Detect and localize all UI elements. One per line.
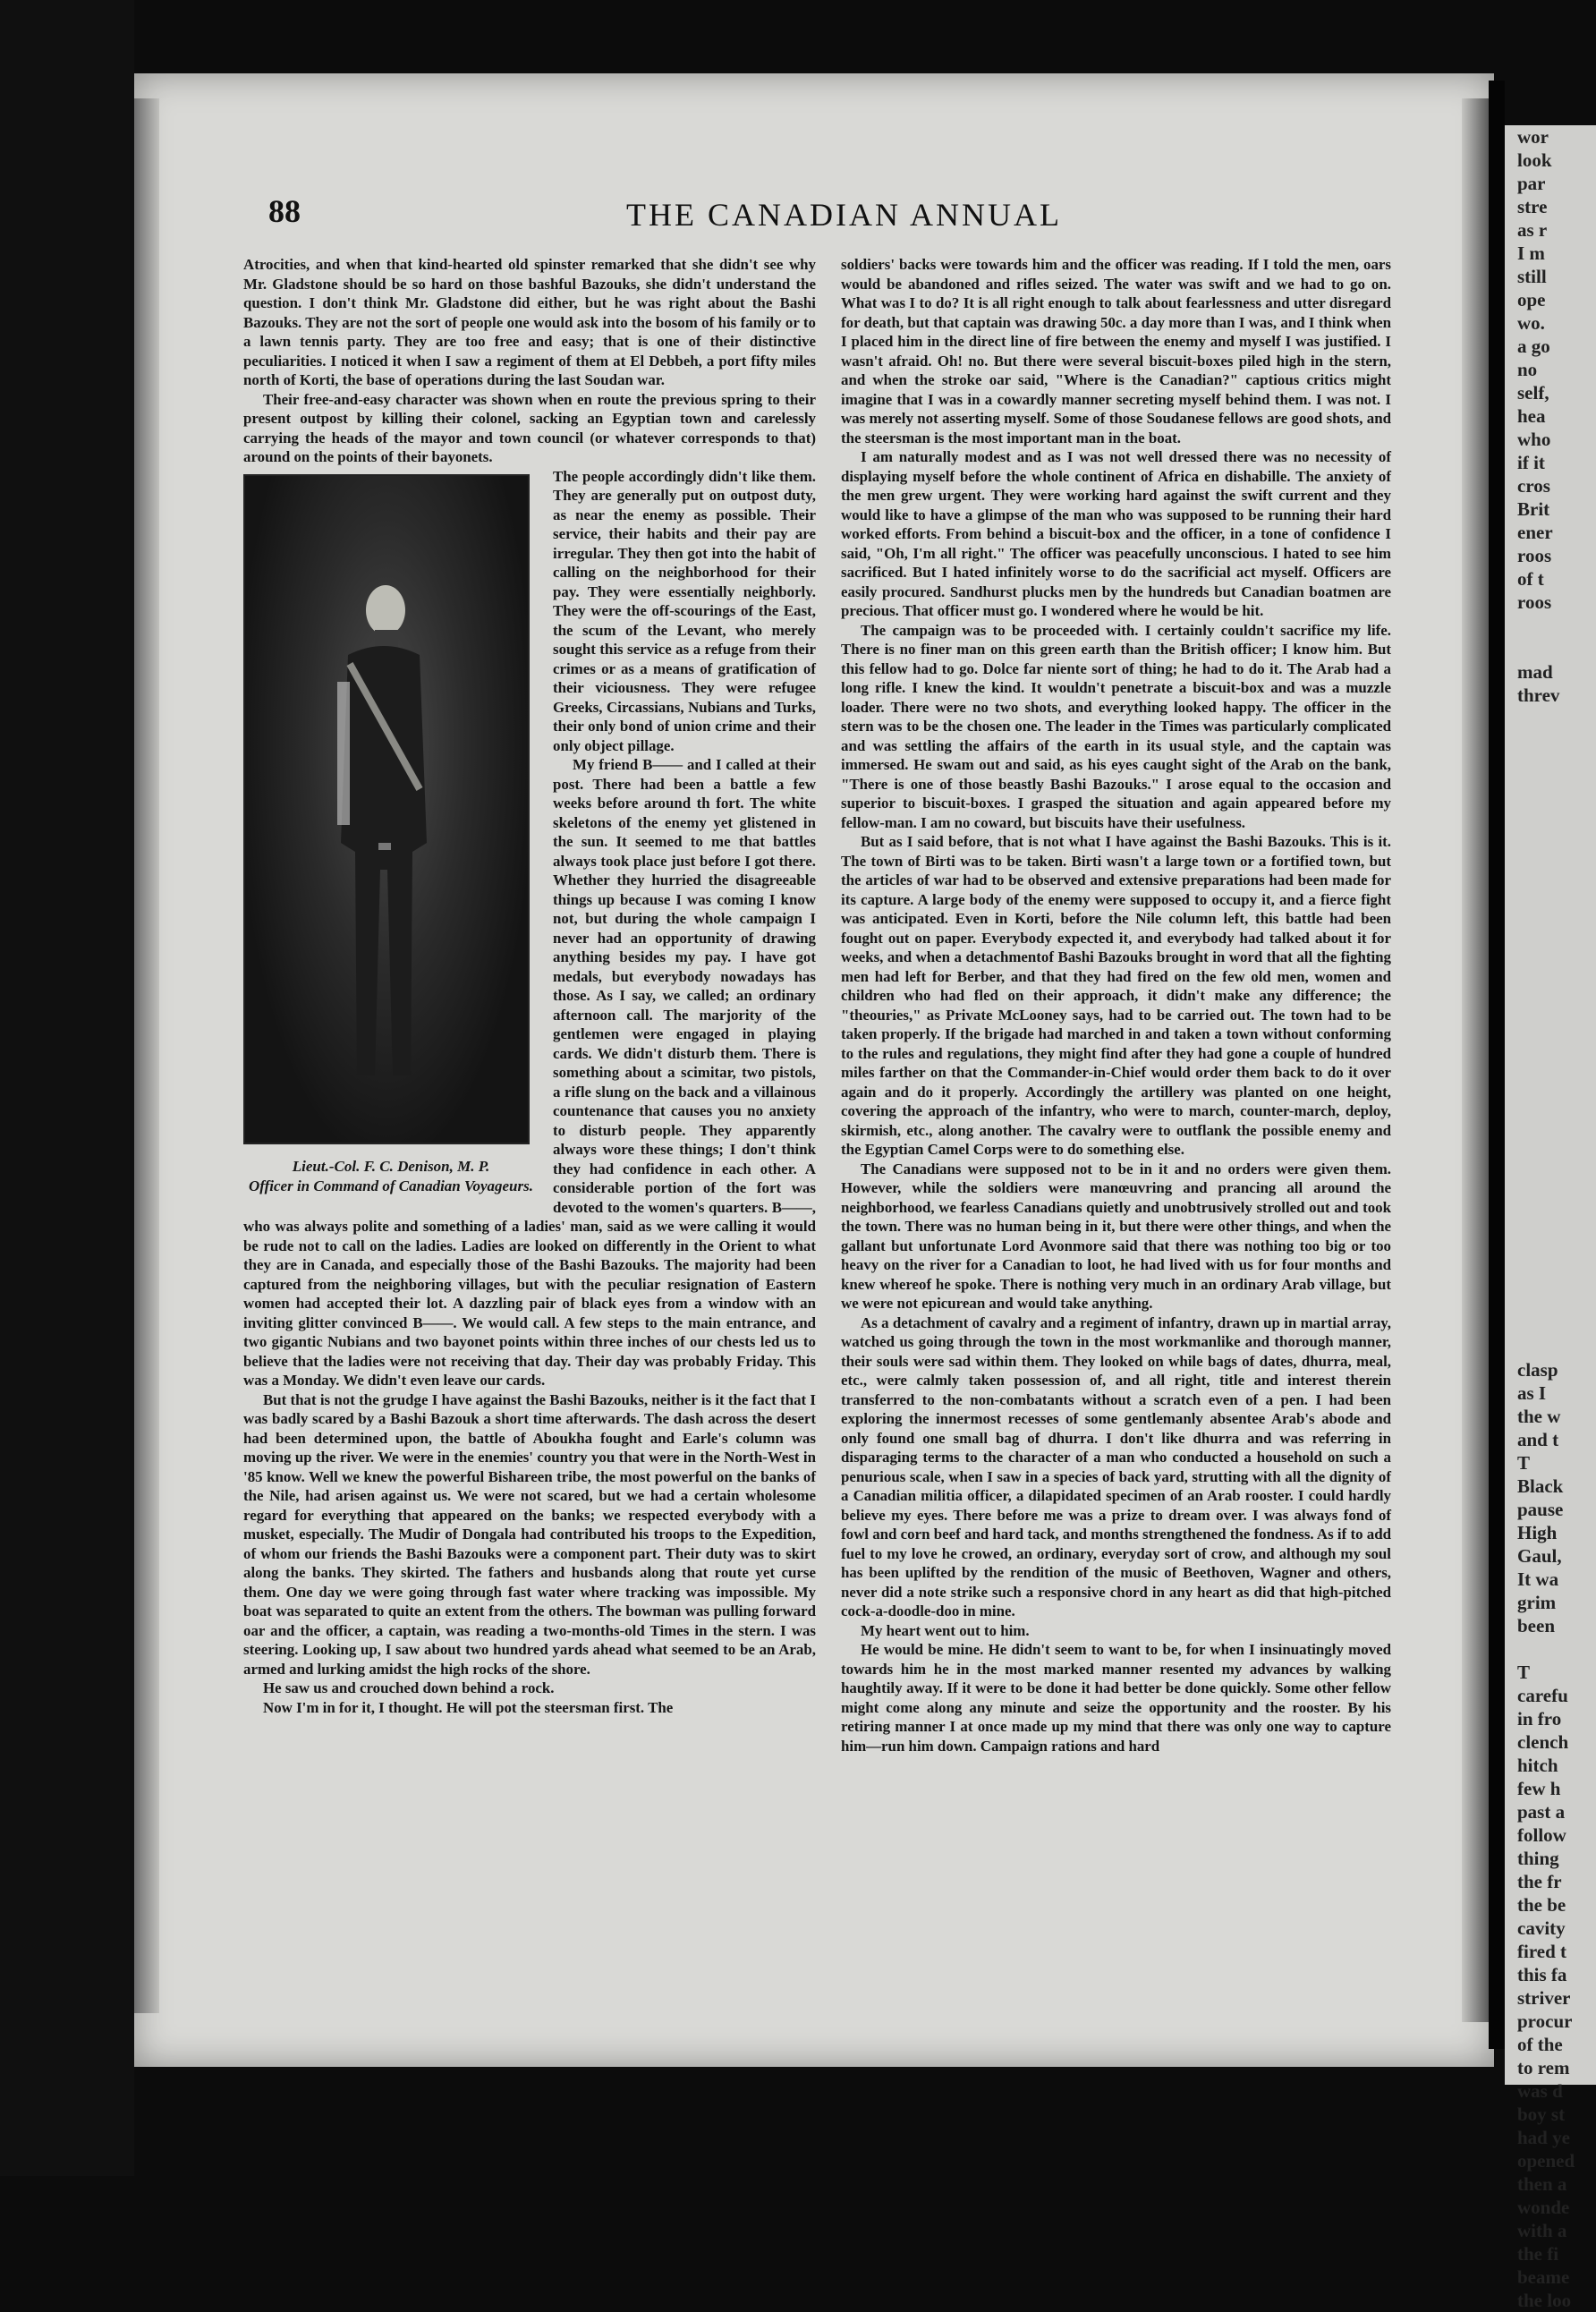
adjacent-page-line (1505, 614, 1596, 637)
adjacent-page-line (1505, 1009, 1596, 1033)
adjacent-page-line: been (1517, 1615, 1555, 1636)
adjacent-page-line (1505, 1033, 1596, 1056)
adjacent-page-line: roos (1517, 591, 1552, 613)
adjacent-page-line: no (1517, 359, 1538, 380)
adjacent-page-line: if it (1517, 452, 1545, 473)
adjacent-page-line: par (1517, 173, 1546, 194)
adjacent-page-line: fired t (1517, 1941, 1567, 1962)
portrait-caption (243, 1157, 539, 1196)
adjacent-page-line: beame (1517, 2266, 1570, 2288)
adjacent-page-line (1505, 1242, 1596, 1265)
page-header (268, 192, 1396, 246)
adjacent-page-line: wor (1517, 126, 1549, 148)
portrait-photo (243, 474, 530, 1144)
adjacent-page-line (1505, 800, 1596, 823)
adjacent-page-line: the fi (1517, 2243, 1559, 2265)
adjacent-page-line: clench (1517, 1731, 1569, 1753)
adjacent-page-line: a go (1517, 336, 1550, 357)
adjacent-page-line: the fr (1517, 1871, 1562, 1892)
portrait-figure (243, 474, 539, 1196)
adjacent-page-line (1505, 1312, 1596, 1335)
adjacent-page-line: ope (1517, 289, 1546, 310)
officer-silhouette (330, 574, 437, 1111)
adjacent-page-line (1505, 1637, 1596, 1661)
paragraph: He would be mine. He didn't seem to want to be, for when I insinuatingly moved towards him he in the most marked manner resented my advances by walking haughtily away. If it were to be done it had better be done quickly. Some other fellow might come along any minute and seize the opportunity and the rooster. By his retiring manner I at once made up my mind that there was only one way to capture him—run him down. Campaign rations and hard (841, 1641, 1391, 1755)
adjacent-page-line: the be (1517, 1894, 1566, 1916)
paragraph: soldiers' backs were towards him and the officer was reading. If I told the men, oars would be abandoned and rifles seized. The water was swift and we had to go on. What was I to do? It is all right enough to talk about fearlessness and utter disregard for death, but that captain was drawing 50c. a day more than I was, and I think when I placed him in the direct line of fire between the enemy and myself I was justified. I wasn't afraid. Oh! no. But there were several biscuit-boxes piled high in the stern, and when the stroke oar said, "Where is the Canadian?" captious critics might imagine that I was in a cowardly manner secreting myself behind them. I was not. I was merely not asserting myself. Some of those Soudanese fellows are good shots, and the steersman is the most important man in the boat. (841, 256, 1391, 446)
adjacent-page-line (1505, 1149, 1596, 1172)
adjacent-page-line (1505, 1172, 1596, 1195)
adjacent-page-line (1505, 1195, 1596, 1219)
adjacent-page-line: mad (1517, 661, 1553, 683)
adjacent-page-line (1505, 963, 1596, 986)
paragraph: The campaign was to be proceeded with. I certainly couldn't sacrifice my life. There is no finer man on this green earth than the British officer; I know him. But this fellow had to go. Dolce far niente sort of thing; he had to do it. The Arab had a long rifle. I knew the kind. It wouldn't penetrate a biscuit-box and was a muzzle loader. There were no two shots, and everything looked happy. The officer in the stern was to be the chosen one. The leader in the Times was particularly complicated and was settling the affairs of the earth in its usual style, and the captain was immersed. He swam out and said, as his eyes caught sight of the Arab on the bank, "There is one of those beastly Bashi Bazouks." I arose equal to the occasion and superior to biscuit-boxes. I grasped the situation and again appeared before my fellow-man. I am no coward, but biscuits have their usefulness. (841, 621, 1391, 831)
page-gutter (1489, 81, 1505, 2049)
adjacent-page-fragment (1505, 125, 1596, 2311)
adjacent-page-line: grim (1517, 1592, 1557, 1613)
adjacent-page-line: T (1517, 1452, 1531, 1474)
paragraph: Their free-and-easy character was shown when en route the previous spring to their present outpost by killing their colonel, sacking an Egyptian town and carelessly carrying the heads of the mayor and town council (or whatever corresponds to that) around on the points of their bayonets. (243, 390, 816, 465)
adjacent-page-line: cros (1517, 475, 1550, 497)
adjacent-page-line: to rem (1517, 2057, 1570, 2078)
adjacent-page-line (1505, 939, 1596, 963)
adjacent-page-line: ener (1517, 522, 1553, 543)
adjacent-page-line: of the (1517, 2034, 1563, 2055)
adjacent-page-line: cavity (1517, 1917, 1566, 1939)
adjacent-page-line: procur (1517, 2010, 1573, 2032)
adjacent-page-line: the loo (1517, 2290, 1572, 2311)
adjacent-page-line: past a (1517, 1801, 1566, 1823)
adjacent-page-line (1505, 1288, 1596, 1312)
right-column (841, 255, 1391, 1755)
paragraph: Now I'm in for it, I thought. He will pot the steersman first. The (263, 1698, 674, 1716)
adjacent-page-line (1505, 1102, 1596, 1126)
adjacent-page-line (1505, 986, 1596, 1009)
adjacent-page-line: wonde (1517, 2197, 1570, 2218)
adjacent-page-line: Gaul, (1517, 1545, 1562, 1567)
adjacent-page-line: as I (1517, 1382, 1547, 1404)
adjacent-page-line (1505, 846, 1596, 870)
adjacent-page-line: few h (1517, 1778, 1561, 1799)
adjacent-page-line: I m (1517, 242, 1545, 264)
adjacent-page-line: self, (1517, 382, 1549, 404)
paragraph: My heart went out to him. (861, 1621, 1030, 1639)
adjacent-page-line (1505, 1126, 1596, 1149)
adjacent-page-line: It wa (1517, 1568, 1559, 1590)
adjacent-page-line: who (1517, 429, 1551, 450)
adjacent-page-line: threv (1517, 684, 1560, 706)
paragraph: He saw us and crouched down behind a rock. (263, 1679, 555, 1696)
paragraph: But that is not the grudge I have against the Bashi Bazouks, neither is it the fact that I was badly scared by a Bashi Bazouk a short time afterwards. The dash across the desert had been determined upon, the battle of Aboukha fought and Earle's column was moving up the river. We were in the enemies' country you that were in the North-West in '85 know. Well we knew the powerful Bishareen tribe, the most powerful on the banks of the Nile, had arisen against us. We were not scared, but we had a certain wholesome regard for everything that appeared on the banks; we respected everybody with a musket, especially. The Mudir of Dongala had contributed his troops to the Expedition, of whom our friends the Bashi Bazouks were a component part. Their duty was to skirt along the banks. They skirted. The fathers and husbands along that route yet curse them. One day we were going through fast water where tracking was impossible. My boat was separated to quite an extent from the others. The bowman was pulling forward oar and the officer, a captain, was reading a two-months-old Times in the stern. I was steering. Looking up, I saw about two hundred yards ahead what seemed to be an Arab, armed and lurking amidst the high rocks of the shore. (243, 1390, 816, 1678)
adjacent-page-line: with a (1517, 2220, 1567, 2241)
adjacent-page-line: pause (1517, 1499, 1564, 1520)
adjacent-page-line: wo. (1517, 312, 1545, 334)
adjacent-page-line (1505, 1219, 1596, 1242)
adjacent-page-line (1505, 730, 1596, 753)
page-curl-shadow (1462, 98, 1489, 2022)
page-binding-shadow (134, 98, 159, 2013)
adjacent-page-line: carefu (1517, 1685, 1568, 1706)
adjacent-page-line (1505, 1265, 1596, 1288)
adjacent-page-line: T (1517, 1662, 1531, 1683)
paragraph: As a detachment of cavalry and a regiment of infantry, drawn up in martial array, watched us going through the town in the most workmanlike and thorough manner, their souls were sad within them. They looked on while bags of dates, dhurra, meal, etc., were calmly taken possession of, and all right, title and interest therein transferred to the non-combatants without a scratch even of a pen. I had been exploring the innermost recesses of some gentlemanly absentee Arab's abode and only found one small bag of dhurra. I don't like dhurra and was referring in disparaging terms to the character of a man who conducted a household on such a penurious scale, when I saw in a species of back yard, strutting with all the dignity of a Canadian militia officer, a dilapidated specimen of an Arab rooster. I could hardly believe my eyes. There before me was a prize to dream over. I was always fond of fowl and corn beef and hard tack, and months strengthened the fondness. As if to add fuel to my love he crowed, an ordinary, everyday sort of crow, and although my soul has been uplifted by the rendition of the music of Beethoven, Wagner and others, never did a note strike such a responsive chord in any heart as did that high-pitched cock-a-doodle-doo in mine. (841, 1313, 1391, 1619)
adjacent-page-line: was d (1517, 2080, 1563, 2102)
adjacent-page-line: as r (1517, 219, 1548, 241)
adjacent-page-line: thing (1517, 1848, 1559, 1869)
adjacent-page-line: look (1517, 149, 1552, 171)
adjacent-page-line: hitch (1517, 1755, 1558, 1776)
adjacent-page-line (1505, 777, 1596, 800)
adjacent-page-line: Brit (1517, 498, 1550, 520)
adjacent-page-line: stre (1517, 196, 1548, 217)
paragraph: But as I said before, that is not what I have against the Bashi Bazouks. This is it. The town of Birti was to be taken. Birti wasn't a large town or a fortified town, but the articles of war had to be observed and extensive preparations had been made for its capture. A large body of the enemy were supposed to occupy it, and a fierce fight was anticipated. Even in Korti, before the Nile column left, this battle had been fought out on paper. Everybody expected it, and everybody had talked about it for weeks, and when a detachmentof Bashi Bazouks brought in word that all the fighting men had left for Berber, and that they had fired on the few old men, women and children who had fled on their approach, it didn't make any difference; the "theouries," as Private McLooney says, had to be carried out. The town had to be taken properly. If the brigade had marched in and taken a town without conforming to the rules and regulations, they might find after they had gone a couple of hundred miles farther on that the Commander-in-Chief would order them back to do it over again and do it properly. Accordingly the artillery was planted on one height, covering the approach of the infantry, who were to march, counter-march, deploy, skirmish, etc., along another. The cavalry were to outflank the possible enemy and the Egyptian Camel Corps were to do something else. (841, 833, 1391, 1158)
caption-line: Officer in Command of Canadian Voyageurs. (248, 1177, 533, 1194)
adjacent-page-line: striver (1517, 1987, 1571, 2009)
adjacent-page-line (1505, 823, 1596, 846)
adjacent-page-line (1505, 916, 1596, 939)
adjacent-page-line: Black (1517, 1475, 1564, 1497)
adjacent-page-line (1505, 637, 1596, 660)
adjacent-page-line: had ye (1517, 2127, 1570, 2148)
adjacent-page-line (1505, 870, 1596, 893)
page-number: 88 (268, 193, 301, 229)
paragraph: Atrocities, and when that kind-hearted old spinster remarked that she didn't see why Mr. Gladstone should be so hard on those bashful Bazouks, she didn't understand the question. I don't think Mr. Gladstone did either, but he was right about the Bashi Bazouks. They are not the sort of people one would ask into the bosom of his family or to a lawn tennis party. They are too free and easy; that is one of their distinctive peculiarities. I noticed it when I saw a regiment of them at El Debbeh, a port fifty miles north of Korti, the base of operations during the last Soudan war. (243, 256, 816, 388)
left-column (243, 255, 816, 1717)
adjacent-page-line: roos (1517, 545, 1552, 566)
adjacent-page-line: High (1517, 1522, 1558, 1543)
adjacent-page-line: follow (1517, 1824, 1566, 1846)
adjacent-page-line: this fa (1517, 1964, 1567, 1985)
adjacent-page-line: hea (1517, 405, 1546, 427)
adjacent-page-line: still (1517, 266, 1547, 287)
running-title: THE CANADIAN ANNUAL (626, 197, 1062, 233)
paragraph: I am naturally modest and as I was not well dressed there was no necessity of displaying myself before the whole continent of Africa en dishabille. The anxiety of the men grew urgent. They were working hard against the swift current and they would like to have a glimpse of the man who was supposed to be running their hard worked efforts. From behind a biscuit-box and the officer, in a tone of confidence I said, "Oh, I'm all right." The officer was peacefully unconscious. I hated to see him sacrificed. But I hated infinitely worse to do the sacrificial act myself. Officers are easily procured. Sandhurst plucks men by the hundreds but Canadian boatmen are precious. That officer must go. I wondered where he would be hit. (841, 448, 1391, 619)
adjacent-page-line: of t (1517, 568, 1544, 590)
paragraph: The Canadians were supposed not to be in it and no orders were given them. However, while the soldiers were manœuvring and prancing all around the neighborhood, we fearless Canadians quietly and unobtrusively strolled out and took the town. There was no human being in it, but there were other things, and when the gallant but unfortunate Lord Avonmore said that there was nothing too big or too heavy on the river for a Canadian to loot, he had lived with us for four months and knew whereof he spoke. There is nothing very much in an ordinary Arab village, but we were not epicurean and would take anything. (841, 1160, 1391, 1312)
paragraph: The people accordingly didn't like them. They are generally put on outpost duty, as near the enemy as possible. Their service, their habits and their pay are irregular. They then got into the habit of calling on the neighborhood for their pay. They were essentially neighborly. They were the off-scourings of the East, the scum of the Levant, who merely sought this service as a refuge from their crimes or as a means of gratification of their viciousness. They were refugee Greeks, Circassians, Nubians and Turks, their only bond of union crime and their only object pillage. (553, 467, 816, 754)
adjacent-page-line (1505, 1335, 1596, 1358)
film-border-left (0, 0, 134, 2176)
adjacent-page-line (1505, 893, 1596, 916)
adjacent-page-line: in fro (1517, 1708, 1562, 1730)
adjacent-page-line: and t (1517, 1429, 1559, 1450)
paragraph: My friend B—— and I called at their post. There had been a battle a few weeks before around th fort. The white skeletons of the enemy yet glistened in the sun. It seemed to me that battles always took place just before I got there. Whether they hurried the disagreeable things up because I was coming I know not, but during the whole campaign I never had an opportunity of drawing anything besides my pay. I have got medals, but everybody nowadays has those. As I say, we called; an ordinary afternoon call. The marjority of the gentlemen were engaged in playing cards. We didn't disturb them. There is something about a scimitar, two pistols, a rifle slung on the back and a villainous countenance that causes you no anxiety to disturb people. They apparently always wore these things; I don't think they had confidence in each other. A considerable portion of the fort was devoted to the women's quarters. B——, who was always polite and something of a ladies' man, said as we were calling it would be rude not to call on the ladies. Ladies are looked on differently in the Orient to what they are in Canada, and especially those of the Bashi Bazouks. The majority had been captured from the neighboring villages, but with the peculiar resignation of Eastern women had accepted their lot. A dazzling pair of black eyes from a window with an inviting glitter convinced B——. We would call. A few steps to the main entrance, and two gigantic Nubians and two bayonet points within three inches of our chests led us to believe that the ladies were not receiving that day. Their day was probably Friday. This was a Monday. We didn't even leave our cards. (243, 756, 816, 1389)
adjacent-page-line: then a (1517, 2173, 1567, 2195)
adjacent-page-line (1505, 707, 1596, 730)
adjacent-page-line: boy st (1517, 2104, 1566, 2125)
adjacent-page-text (1505, 125, 1596, 2312)
adjacent-page-line (1505, 1056, 1596, 1079)
adjacent-page-line: the w (1517, 1406, 1561, 1427)
adjacent-page-line: opened (1517, 2150, 1575, 2172)
caption-line: Lieut.-Col. F. C. Denison, M. P. (292, 1157, 490, 1175)
adjacent-page-line: clasp (1517, 1359, 1558, 1381)
adjacent-page-line (1505, 1079, 1596, 1102)
adjacent-page-line (1505, 753, 1596, 777)
